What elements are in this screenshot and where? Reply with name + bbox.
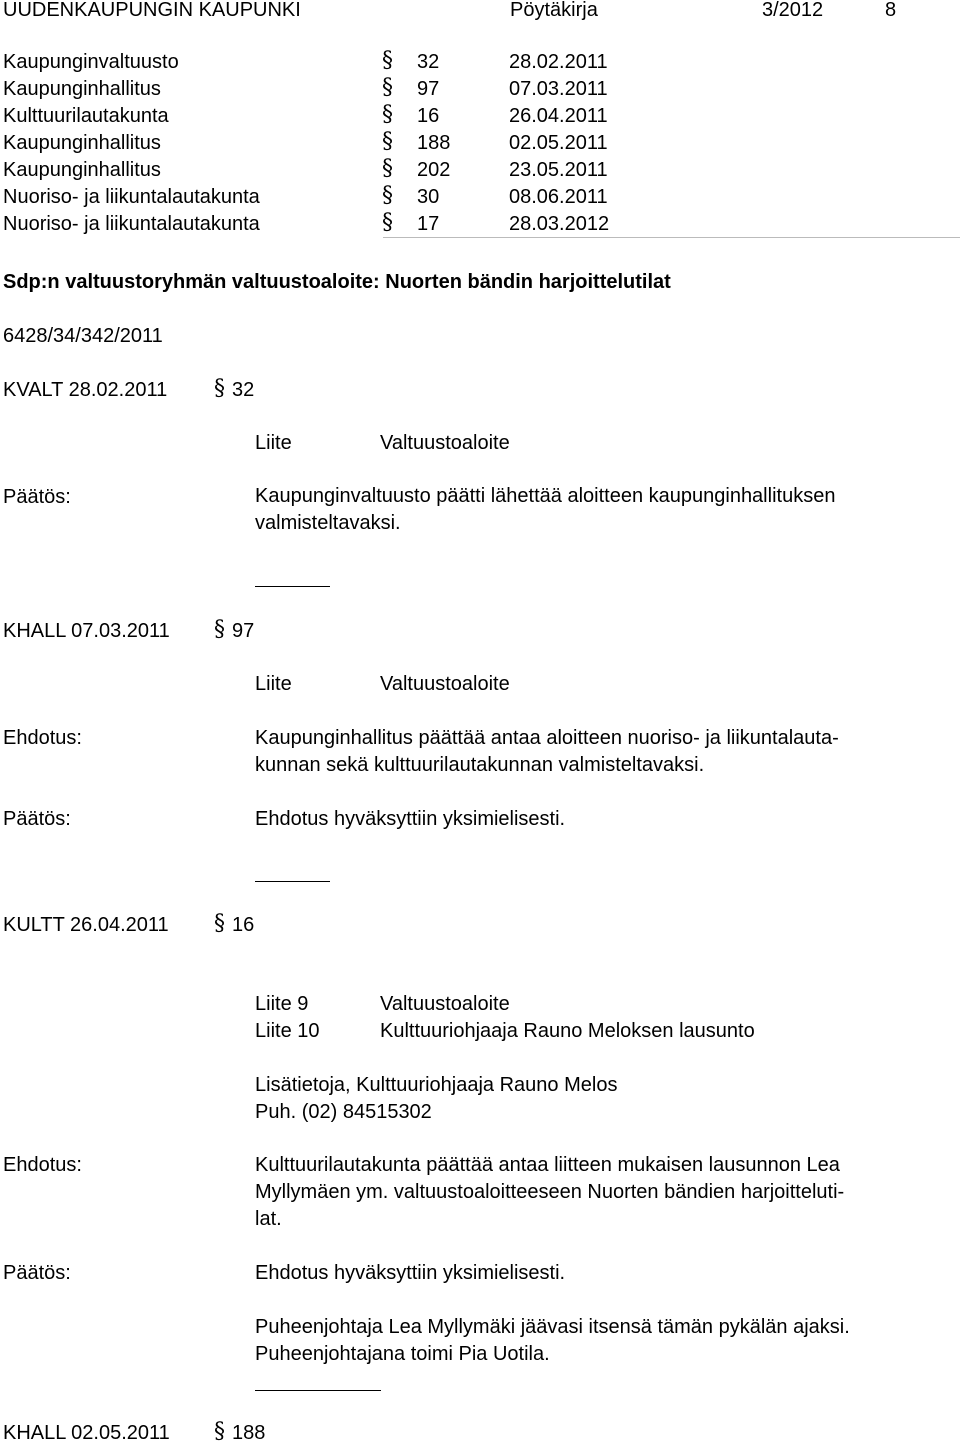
history-date: 26.04.2011 — [509, 105, 608, 127]
proposal-label: Ehdotus: — [3, 1154, 82, 1176]
history-date: 28.03.2012 — [509, 213, 610, 235]
history-body: Kaupunginhallitus — [3, 132, 161, 154]
section-sign: § — [382, 102, 393, 127]
history-number: 17 — [417, 213, 440, 235]
page-number: 8 — [885, 0, 897, 21]
note-text-line: Puheenjohtajana toimi Pia Uotila. — [255, 1343, 550, 1365]
decision-text: Ehdotus hyväksyttiin yksimielisesti. — [255, 808, 566, 830]
history-date: 02.05.2011 — [509, 132, 608, 154]
contact-phone: Puh. (02) 84515302 — [255, 1101, 432, 1123]
attachment-text: Valtuustoaloite — [380, 673, 510, 695]
decision-label: Päätös: — [3, 808, 71, 830]
proposal-text-line: Kaupunginhallitus päättää antaa aloitteen nuoriso- ja liikuntalauta- — [255, 727, 839, 749]
history-body: Nuoriso- ja liikuntalautakunta — [3, 213, 260, 235]
section-end-rule — [255, 1390, 381, 1391]
history-date: 08.06.2011 — [509, 186, 608, 208]
section-sign: § — [214, 911, 225, 936]
history-body: Kulttuurilautakunta — [3, 105, 169, 127]
section-heading: KHALL 07.03.2011 — [3, 620, 170, 642]
history-number: 16 — [417, 105, 440, 127]
document-number: 3/2012 — [762, 0, 824, 21]
history-number: 97 — [417, 78, 440, 100]
section-heading: KVALT 28.02.2011 — [3, 379, 168, 401]
section-number: 97 — [232, 620, 255, 642]
section-sign: § — [214, 617, 225, 642]
proposal-text-line: kunnan sekä kulttuurilautakunnan valmisteltavaksi. — [255, 754, 705, 776]
history-date: 07.03.2011 — [509, 78, 608, 100]
decision-text: Kaupunginvaltuusto päätti lähettää aloitteen kaupunginhallituksen valmisteltavaksi. — [255, 485, 836, 534]
document-title: Sdp:n valtuustoryhmän valtuustoaloite: Nuorten bändin harjoittelutilat — [3, 271, 671, 293]
history-date: 28.02.2011 — [509, 51, 608, 73]
section-sign: § — [214, 376, 225, 401]
history-date: 23.05.2011 — [509, 159, 608, 181]
decision-text: Ehdotus hyväksyttiin yksimielisesti. — [255, 1262, 566, 1284]
section-sign: § — [382, 48, 393, 73]
section-sign: § — [382, 156, 393, 181]
history-body: Kaupunginvaltuusto — [3, 51, 179, 73]
section-sign: § — [382, 75, 393, 100]
section-end-rule — [255, 881, 330, 882]
decision-label: Päätös: — [3, 1262, 71, 1284]
section-sign: § — [382, 129, 393, 154]
contact-info: Lisätietoja, Kulttuuriohjaaja Rauno Melos — [255, 1074, 618, 1096]
proposal-label: Ehdotus: — [3, 727, 82, 749]
record-id: 6428/34/342/2011 — [3, 325, 163, 347]
section-number: 188 — [232, 1422, 266, 1444]
attachment-text: Valtuustoaloite — [380, 432, 510, 454]
history-number: 188 — [417, 132, 451, 154]
attachment-text: Valtuustoaloite — [380, 993, 510, 1015]
section-end-rule — [255, 586, 330, 587]
note-text-line: Puheenjohtaja Lea Myllymäki jäävasi itsensä tämän pykälän ajaksi. — [255, 1316, 850, 1338]
section-number: 16 — [232, 914, 255, 936]
attachment-label: Liite 10 — [255, 1020, 320, 1042]
history-number: 202 — [417, 159, 451, 181]
section-number: 32 — [232, 379, 255, 401]
decision-label: Päätös: — [3, 486, 71, 508]
history-body: Kaupunginhallitus — [3, 78, 161, 100]
history-divider — [383, 237, 960, 238]
section-sign: § — [214, 1419, 225, 1444]
history-body: Nuoriso- ja liikuntalautakunta — [3, 186, 260, 208]
history-number: 32 — [417, 51, 440, 73]
proposal-text-line: Myllymäen ym. valtuustoaloitteeseen Nuorten bändien harjoitteluti- — [255, 1181, 845, 1203]
proposal-text-line: Kulttuurilautakunta päättää antaa liitteen mukaisen lausunnon Lea — [255, 1154, 840, 1176]
section-heading: KULTT 26.04.2011 — [3, 914, 169, 936]
proposal-text-line: lat. — [255, 1208, 282, 1230]
attachment-label: Liite — [255, 673, 292, 695]
history-body: Kaupunginhallitus — [3, 159, 161, 181]
history-number: 30 — [417, 186, 440, 208]
section-sign: § — [382, 210, 393, 235]
organization-name: UUDENKAUPUNGIN KAUPUNKI — [3, 0, 301, 21]
attachment-label: Liite — [255, 432, 292, 454]
attachment-label: Liite 9 — [255, 993, 309, 1015]
attachment-text: Kulttuuriohjaaja Rauno Meloksen lausunto — [380, 1020, 755, 1042]
section-heading: KHALL 02.05.2011 — [3, 1422, 170, 1444]
section-sign: § — [382, 183, 393, 208]
document-type: Pöytäkirja — [510, 0, 598, 21]
